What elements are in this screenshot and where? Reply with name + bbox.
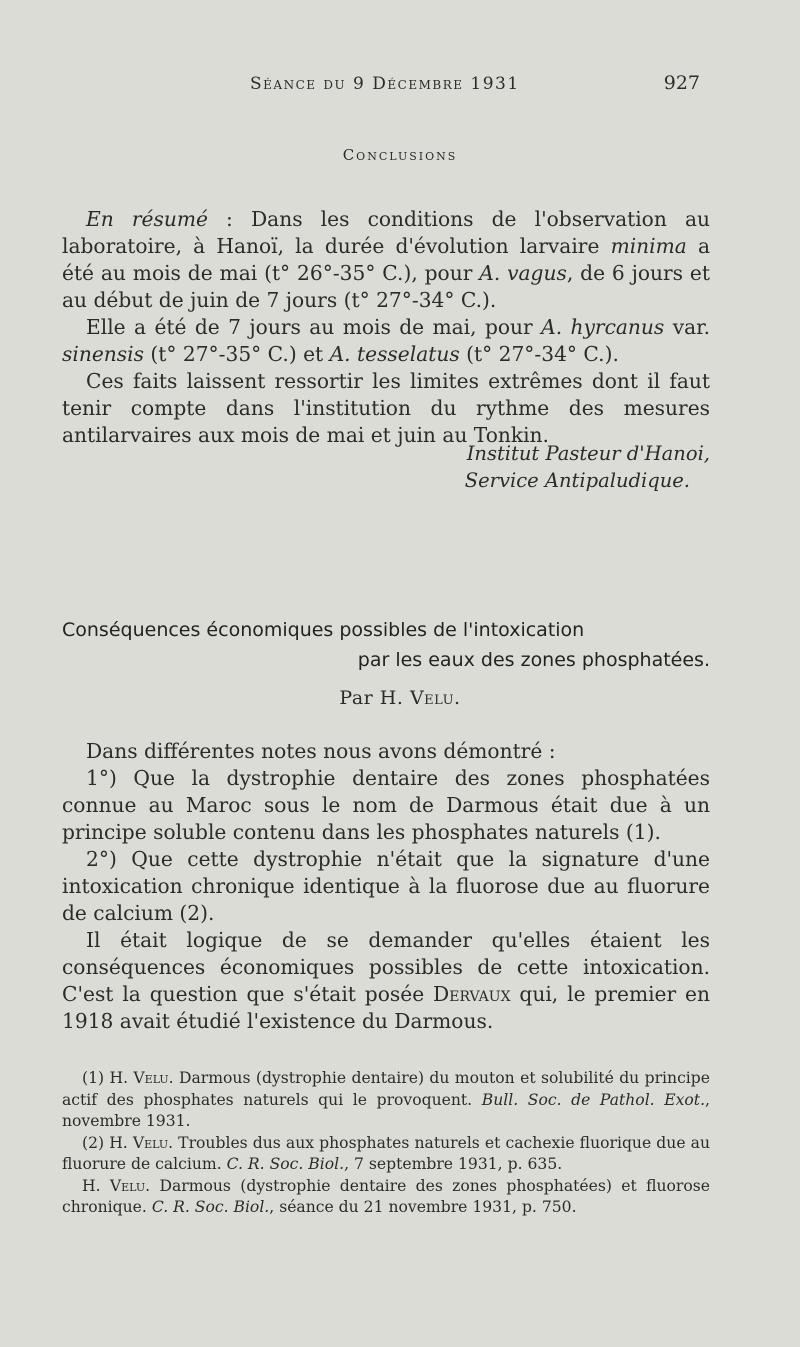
article-title-line-1: Conséquences économiques possibles de l'intoxication [62,619,585,641]
conclusions-body [62,206,710,449]
conclusions-paragraph-2: Elle a été de 7 jours au mois de mai, pour A. hyrcanus var. sinensis (t° 27°-35° C.) et A. tesselatus (t° 27°-34° C.). [62,315,710,366]
footnotes [62,1068,710,1219]
article-item-2: 2°) Que cette dystrophie n'était que la signature d'une intoxication chronique identique à la fluorose due au fluorure de calcium (2). [62,847,710,925]
article-intro: Dans différentes notes nous avons démontré : [86,739,556,763]
article-title [62,615,710,675]
article-item-1: 1°) Que la dystrophie dentaire des zones phosphatées connue au Maroc sous le nom de Darmous était due à un principe soluble contenu dans les phosphates naturels (1). [62,766,710,844]
byline: Par H. Velu. [339,687,461,709]
running-head [0,74,800,100]
footnote-2-continued: H. Velu. Darmous (dystrophie dentaire des zones phosphatées) et fluorose chronique. C. R. Soc. Biol., séance du 21 novembre 1931, p. 750. [62,1176,710,1216]
signature-line-2: Service Antipaludique. [464,469,690,492]
running-title: Séance du 9 Décembre 1931 [250,74,520,94]
species-name: A. hyrcanus [541,315,665,339]
footnote-2: (2) H. Velu. Troubles dus aux phosphates naturels et cachexie fluorique due au fluorure de calcium. C. R. Soc. Biol., 7 septembre 1931, p. 635. [62,1133,710,1173]
journal-name: C. R. Soc. Biol. [226,1155,345,1173]
species-name: A. tesselatus [329,342,460,366]
article-body [62,738,710,1035]
journal-name: Bull. Soc. de Pathol. Exot. [481,1090,706,1109]
article-paragraph-last: Il était logique de se demander qu'elles étaient les conséquences économiques possibles de cette intoxication. C'est la question que s'était posée Dervaux qui, le premier en 1918 avait étudié l'existence du Darmous. [62,928,710,1033]
author-name: Velu [409,687,455,709]
conclusions-paragraph-3: Ces faits laissent ressortir les limites extrêmes dont il faut tenir compte dans l'institution du rythme des mesures antilarvaires aux mois de mai et juin au Tonkin. [62,369,710,447]
cited-author: Dervaux [433,982,511,1006]
summary-lead: En résumé [86,207,208,231]
page-number: 927 [663,72,700,94]
signature-line-1: Institut Pasteur d'Hanoi, [466,442,710,465]
conclusions-paragraph-1: En résumé : Dans les conditions de l'observation au laboratoire, à Hanoï, la durée d'évolution larvaire minima a été au mois de mai (t° 26°-35° C.), pour A. vagus, de 6 jours et au début de juin de 7 jours (t° 27°-34° C.). [62,207,711,312]
institution-signature [62,440,710,494]
journal-name: C. R. Soc. Biol. [151,1198,270,1216]
species-name: A. vagus [479,261,567,285]
section-title: Conclusions [342,146,458,164]
footnote-1: (1) H. Velu. Darmous (dystrophie dentaire) du mouton et solubilité du principe actif des phosphates naturels qui le provoquent. Bull. Soc. de Pathol. Exot., novembre 1931. [62,1069,711,1130]
article-title-line-2: par les eaux des zones phosphatées. [357,649,710,671]
